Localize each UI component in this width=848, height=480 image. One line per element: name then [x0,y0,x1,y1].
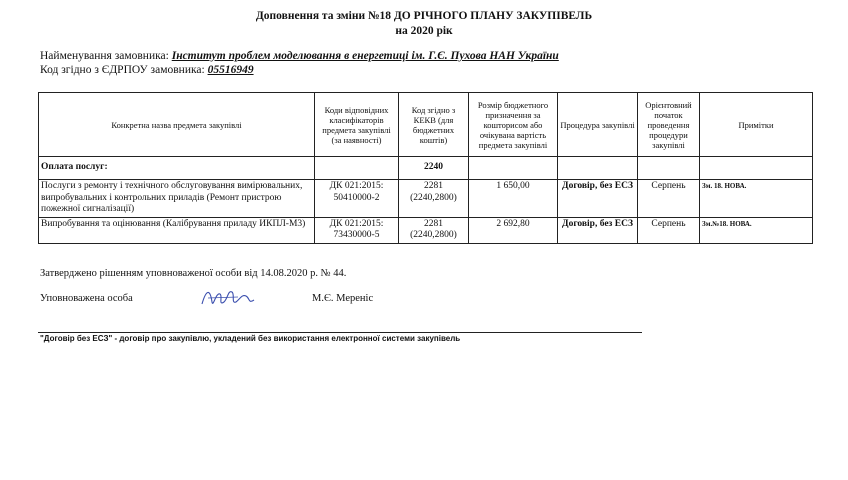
item-note: Зм. 18. НОВА. [700,180,813,218]
header-cell: Код згідно з КЕКВ (для бюджетних коштів) [399,93,469,157]
table-row [39,180,813,218]
item-code: ДК 021:2015: 50410000-2 [315,180,399,218]
section-label: Оплата послуг: [39,157,315,180]
header-cell: Коди відповідних класифікаторів предмета закупівлі (за наявності) [315,93,399,157]
item-amount: 2 692,80 [469,217,558,243]
item-procedure: Договір, без ЕСЗ [558,217,638,243]
item-kekv: 2281 (2240,2800) [399,217,469,243]
empty-cell [638,157,700,180]
header-cell: Орієнтовний початок проведення процедури закупівлі [638,93,700,157]
signatory-name: М.Є. Мереніс [312,293,374,304]
item-start: Серпень [638,217,700,243]
item-kekv: 2281 (2240,2800) [399,180,469,218]
header-cell: Конкретна назва предмета закупівлі [39,93,315,157]
document-title: Доповнення та зміни №18 ДО РІЧНОГО ПЛАНУ ЗАКУПІВЕЛЬ [255,10,593,22]
customer-code-row [40,64,254,76]
footnote-text: "Договір без ЕСЗ" - договір про закупівлю, укладений без використання електронної системи закупівель [40,334,461,343]
header-cell: Процедура закупівлі [558,93,638,157]
section-kekv: 2240 [399,157,469,180]
section-row [39,157,813,180]
document-subtitle: на 2020 рік [395,25,453,37]
procurement-table [38,92,813,244]
customer-name-row [40,50,559,62]
item-code: ДК 021:2015: 73430000-5 [315,217,399,243]
item-procedure: Договір, без ЕСЗ [558,180,638,218]
customer-name-value: Інститут проблем моделювання в енергетиці ім. Г.Є. Пухова НАН України [171,50,559,62]
approval-text: Затверджено рішенням уповноваженої особи від 14.08.2020 р. № 44. [40,268,347,279]
header-cell: Примітки [700,93,813,157]
customer-name-label: Найменування замовника: [40,50,169,62]
header-cell: Розмір бюджетного призначення за кошторисом або очікувана вартість предмета закупівлі [469,93,558,157]
item-name: Випробування та оцінювання (Калібрування приладу ИКПЛ-М3) [39,217,315,243]
item-name: Послуги з ремонту і технічного обслуговування вимірювальних, випробувальних і контрольних приладів (Ремонт пристрою пожежної сигналізації) [39,180,315,218]
item-note: Зм.№18. НОВА. [700,217,813,243]
empty-cell [558,157,638,180]
footnote-divider [38,332,642,333]
item-start: Серпень [638,180,700,218]
signatory-label: Уповноважена особа [40,293,133,304]
customer-code-value: 05516949 [207,64,254,76]
empty-cell [469,157,558,180]
item-amount: 1 650,00 [469,180,558,218]
table-row [39,217,813,243]
table-header-row [39,93,813,157]
empty-cell [315,157,399,180]
empty-cell [700,157,813,180]
handwritten-signature [198,284,258,312]
customer-code-label: Код згідно з ЄДРПОУ замовника: [40,64,205,76]
